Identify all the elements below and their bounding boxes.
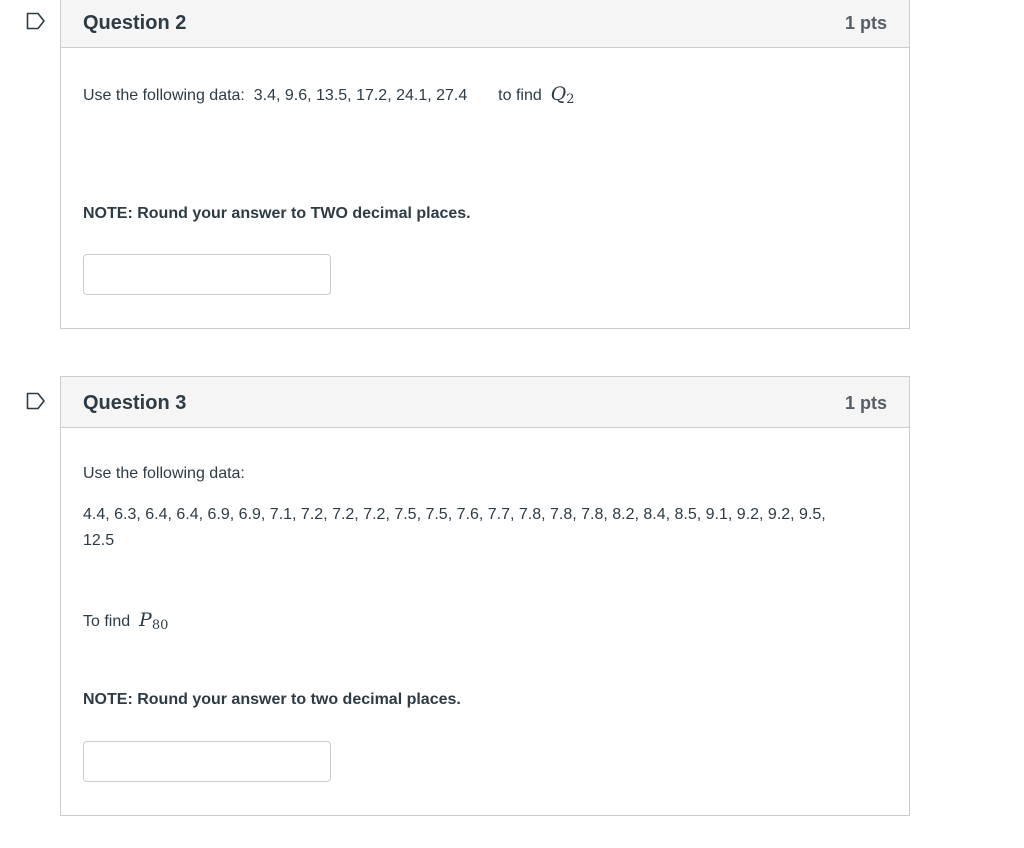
question-title: Question 3 xyxy=(83,392,187,414)
question-points: 1 pts xyxy=(844,13,887,33)
flag-question-icon[interactable] xyxy=(26,392,46,410)
find-label: to find xyxy=(498,87,542,104)
data-values: 3.4, 9.6, 13.5, 17.2, 24.1, 27.4 xyxy=(253,87,468,104)
question-title: Question 2 xyxy=(83,12,187,34)
prompt-label: Use the following data: xyxy=(83,87,245,104)
data-values: 4.4, 6.3, 6.4, 6.4, 6.9, 6.9, 7.1, 7.2, 7.2, 7.2, 7.5, 7.5, 7.6, 7.7, 7.8, 7.8, 7.8, 8.2, 8.4, 8.5, 9.1, 9.2, 9.2, 9.5, 12.5 xyxy=(83,506,826,549)
question-header xyxy=(61,0,909,48)
question-prompt xyxy=(83,81,575,113)
find-label: To find xyxy=(83,613,131,630)
question-points: 1 pts xyxy=(844,393,887,413)
quartile-symbol: $Q_2$ xyxy=(550,83,575,107)
percentile-symbol: $P_{80}$ xyxy=(139,609,169,633)
find-line xyxy=(83,607,168,639)
answer-input[interactable] xyxy=(83,254,331,295)
flag-question-icon[interactable] xyxy=(26,12,46,30)
question-3-card xyxy=(60,376,910,816)
question-prompt: Use the following data: xyxy=(83,465,245,482)
question-2-card xyxy=(60,0,910,329)
rounding-note: NOTE: Round your answer to TWO decimal places. xyxy=(83,205,471,222)
answer-input[interactable] xyxy=(83,741,331,782)
question-header xyxy=(61,377,909,428)
rounding-note: NOTE: Round your answer to two decimal places. xyxy=(83,691,461,708)
